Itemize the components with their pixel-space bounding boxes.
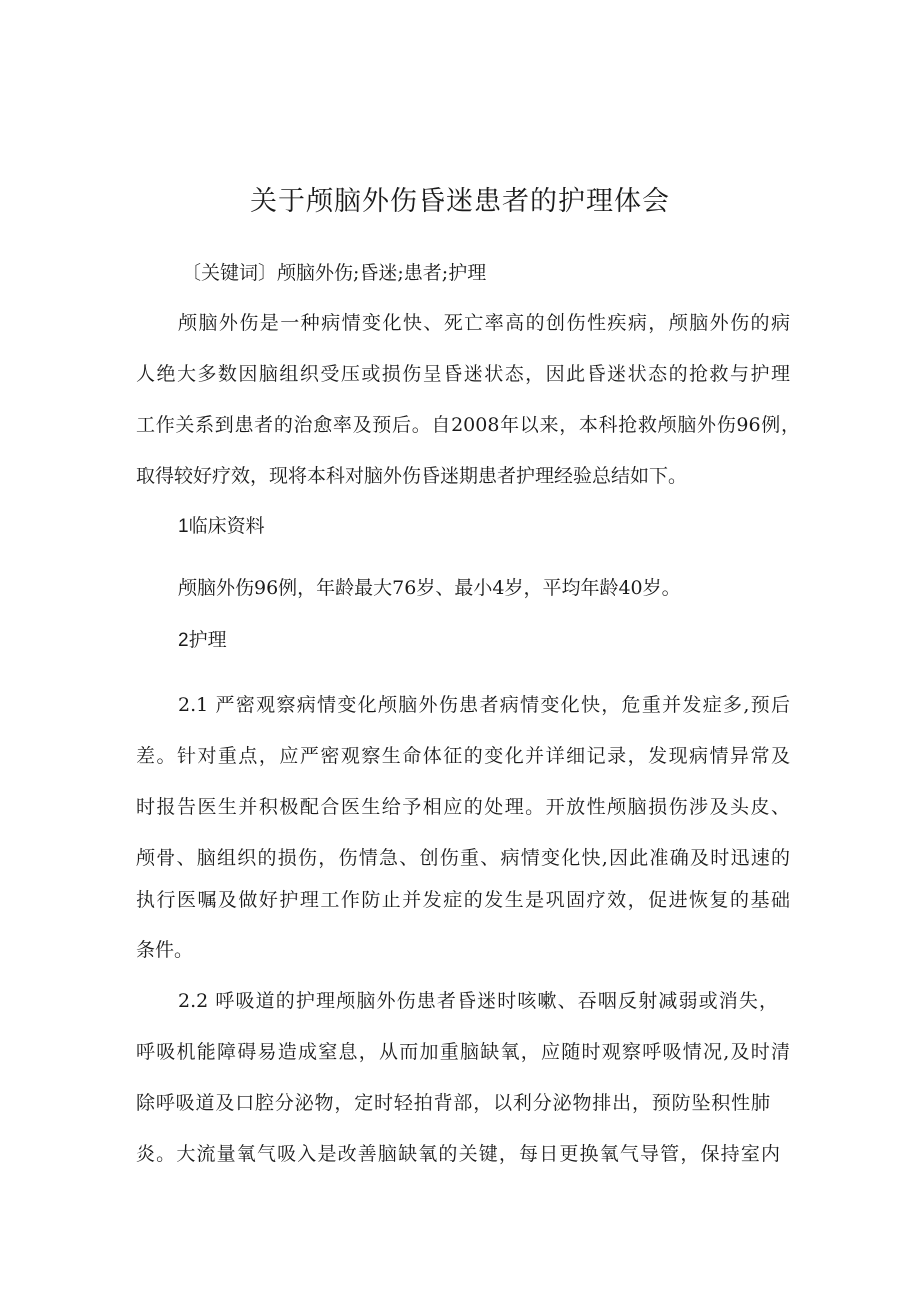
- intro-line-3: 工作关系到患者的治愈率及预后。自2008年以来，本科抢救颅脑外伤96例，: [136, 414, 800, 436]
- page-title: 关于颅脑外伤昏迷患者的护理体会: [250, 186, 670, 217]
- keywords-line: 〔关键词〕颅脑外伤;昏迷;患者;护理: [182, 262, 487, 284]
- section-1-body: 颅脑外伤96例，年龄最大76岁、最小4岁，平均年龄40岁。: [178, 577, 681, 599]
- p21-line-4: 颅骨、脑组织的损伤，伤情急、创伤重、病情变化快,因此准确及时迅速的: [136, 847, 790, 869]
- p22-line-2: 呼吸机能障碍易造成窒息，从而加重脑缺氧，应随时观察呼吸情况,及时清: [136, 1041, 790, 1063]
- p22-line-1: 2.2 呼吸道的护理颅脑外伤患者昏迷时咳嗽、吞咽反射减弱或消失，: [178, 990, 778, 1012]
- p21-line-5: 执行医嘱及做好护理工作防止并发症的发生是巩固疗效，促进恢复的基础: [136, 889, 790, 911]
- section-2-heading: 2护理: [178, 630, 227, 651]
- intro-line-4: 取得较好疗效，现将本科对脑外伤昏迷期患者护理经验总结如下。: [136, 465, 688, 487]
- p22-line-4: 炎。大流量氧气吸入是改善脑缺氧的关键，每日更换氧气导管，保持室内: [136, 1143, 780, 1165]
- p21-line-1: 2.1 严密观察病情变化颅脑外伤患者病情变化快，危重并发症多,预后: [178, 694, 790, 716]
- intro-line-1: 颅脑外伤是一种病情变化快、死亡率高的创伤性疾病，颅脑外伤的病: [178, 312, 790, 334]
- p21-line-3: 时报告医生并积极配合医生给予相应的处理。开放性颅脑损伤涉及头皮、: [136, 796, 790, 818]
- p22-line-3: 除呼吸道及口腔分泌物，定时轻拍背部，以利分泌物排出，预防坠积性肺: [136, 1092, 770, 1114]
- intro-line-2: 人绝大多数因脑组织受压或损伤呈昏迷状态，因此昏迷状态的抢救与护理: [136, 363, 790, 385]
- p21-line-2: 差。针对重点，应严密观察生命体征的变化并详细记录，发现病情异常及: [136, 745, 790, 767]
- p21-line-6: 条件。: [136, 939, 194, 961]
- section-1-heading: 1临床资料: [178, 516, 265, 537]
